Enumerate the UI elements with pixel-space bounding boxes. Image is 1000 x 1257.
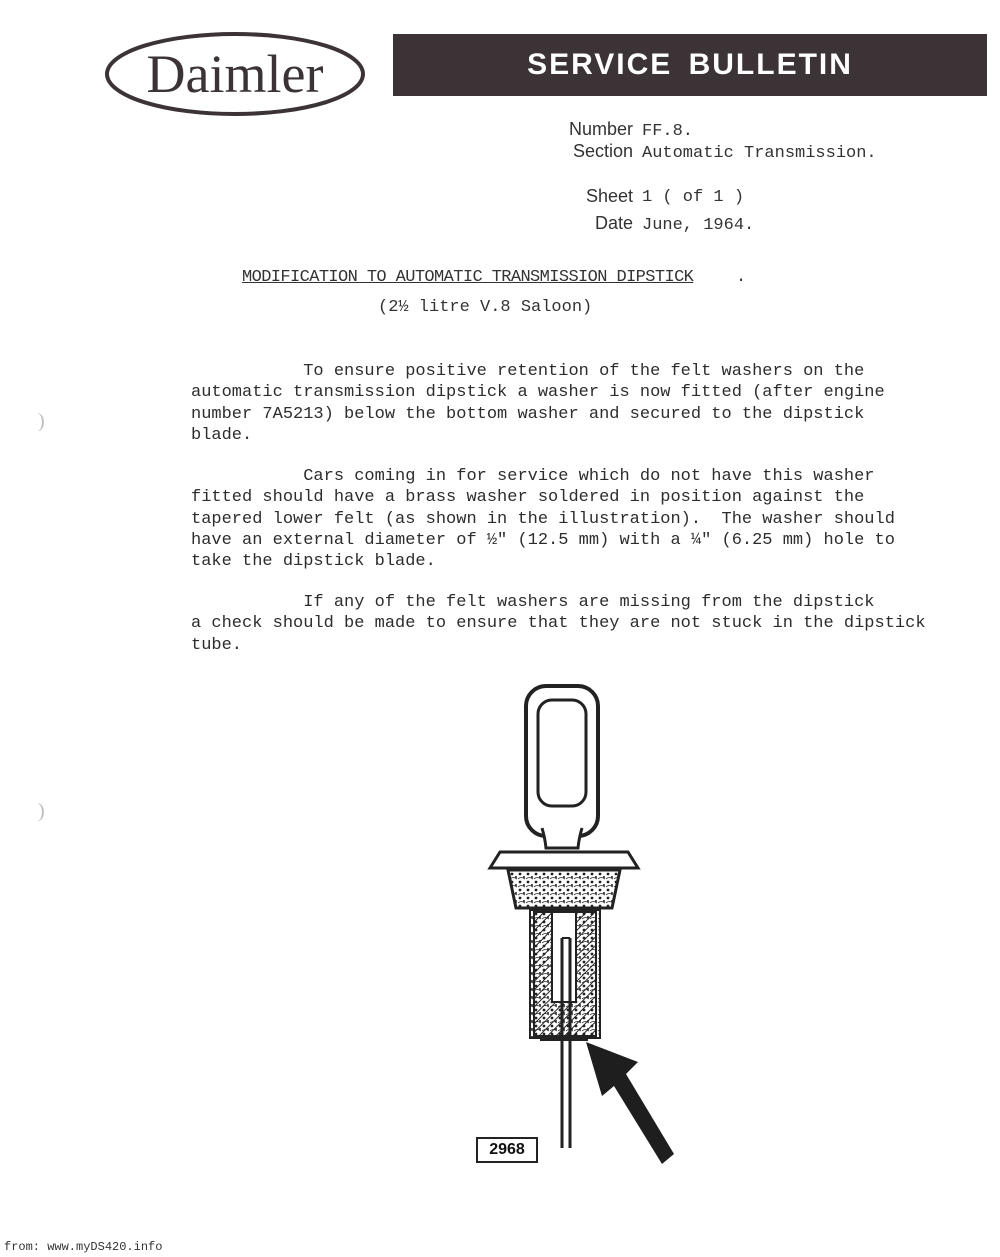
service-bulletin-banner [393,34,987,96]
section-value: Automatic Transmission. [642,144,877,163]
number-label: Number [568,119,633,139]
margin-mark: ) [38,800,45,822]
dipstick-handle [526,686,598,848]
margin-mark: ) [38,410,45,432]
daimler-logo [104,30,366,118]
svg-text:Daimler: Daimler [146,44,324,104]
date-label: Date [594,213,633,233]
paragraph-3: If any of the felt washers are missing from the dipstick a check should be made to ensure that they are not stuck in the dipstick tube. [191,593,926,655]
paragraph-1: To ensure positive retention of the felt washers on the automatic transmission dipstick a washer is now fitted (after engine number 7A5213) below the bottom washer and secured to the dipstick blade. [191,362,885,445]
number-value: FF.8. [642,122,694,141]
banner-title: SERVICE BULLETIN [527,48,853,81]
brass-washer [540,1035,588,1041]
document-title: MODIFICATION TO AUTOMATIC TRANSMISSION DIPSTICK [242,268,694,287]
figure-number: 2968 [476,1137,538,1163]
upper-felt [508,870,620,908]
source-footer: from: www.myDS420.info [4,1240,163,1254]
cap-plate [490,852,638,868]
paragraph-2: Cars coming in for service which do not have this washer fitted should have a brass washer soldered in position against the tapered lower felt (as shown in the illustration). The washer should have an external diameter of ½" (12.5 mm) with a ¼" (6.25 mm) hole to take the dipstick blade. [191,467,895,572]
section-label: Section [572,141,633,161]
sheet-label: Sheet [585,186,633,206]
document-subtitle: (2½ litre V.8 Saloon) [378,298,593,317]
sheet-value: 1 ( of 1 ) [642,188,745,207]
document-title-period: . [736,268,747,287]
blade-slot [552,912,576,1002]
arrow-icon [586,1042,674,1164]
daimler-logo-graphic [104,30,366,118]
date-value: June, 1964. [642,216,755,235]
dipstick-illustration [470,680,690,1170]
